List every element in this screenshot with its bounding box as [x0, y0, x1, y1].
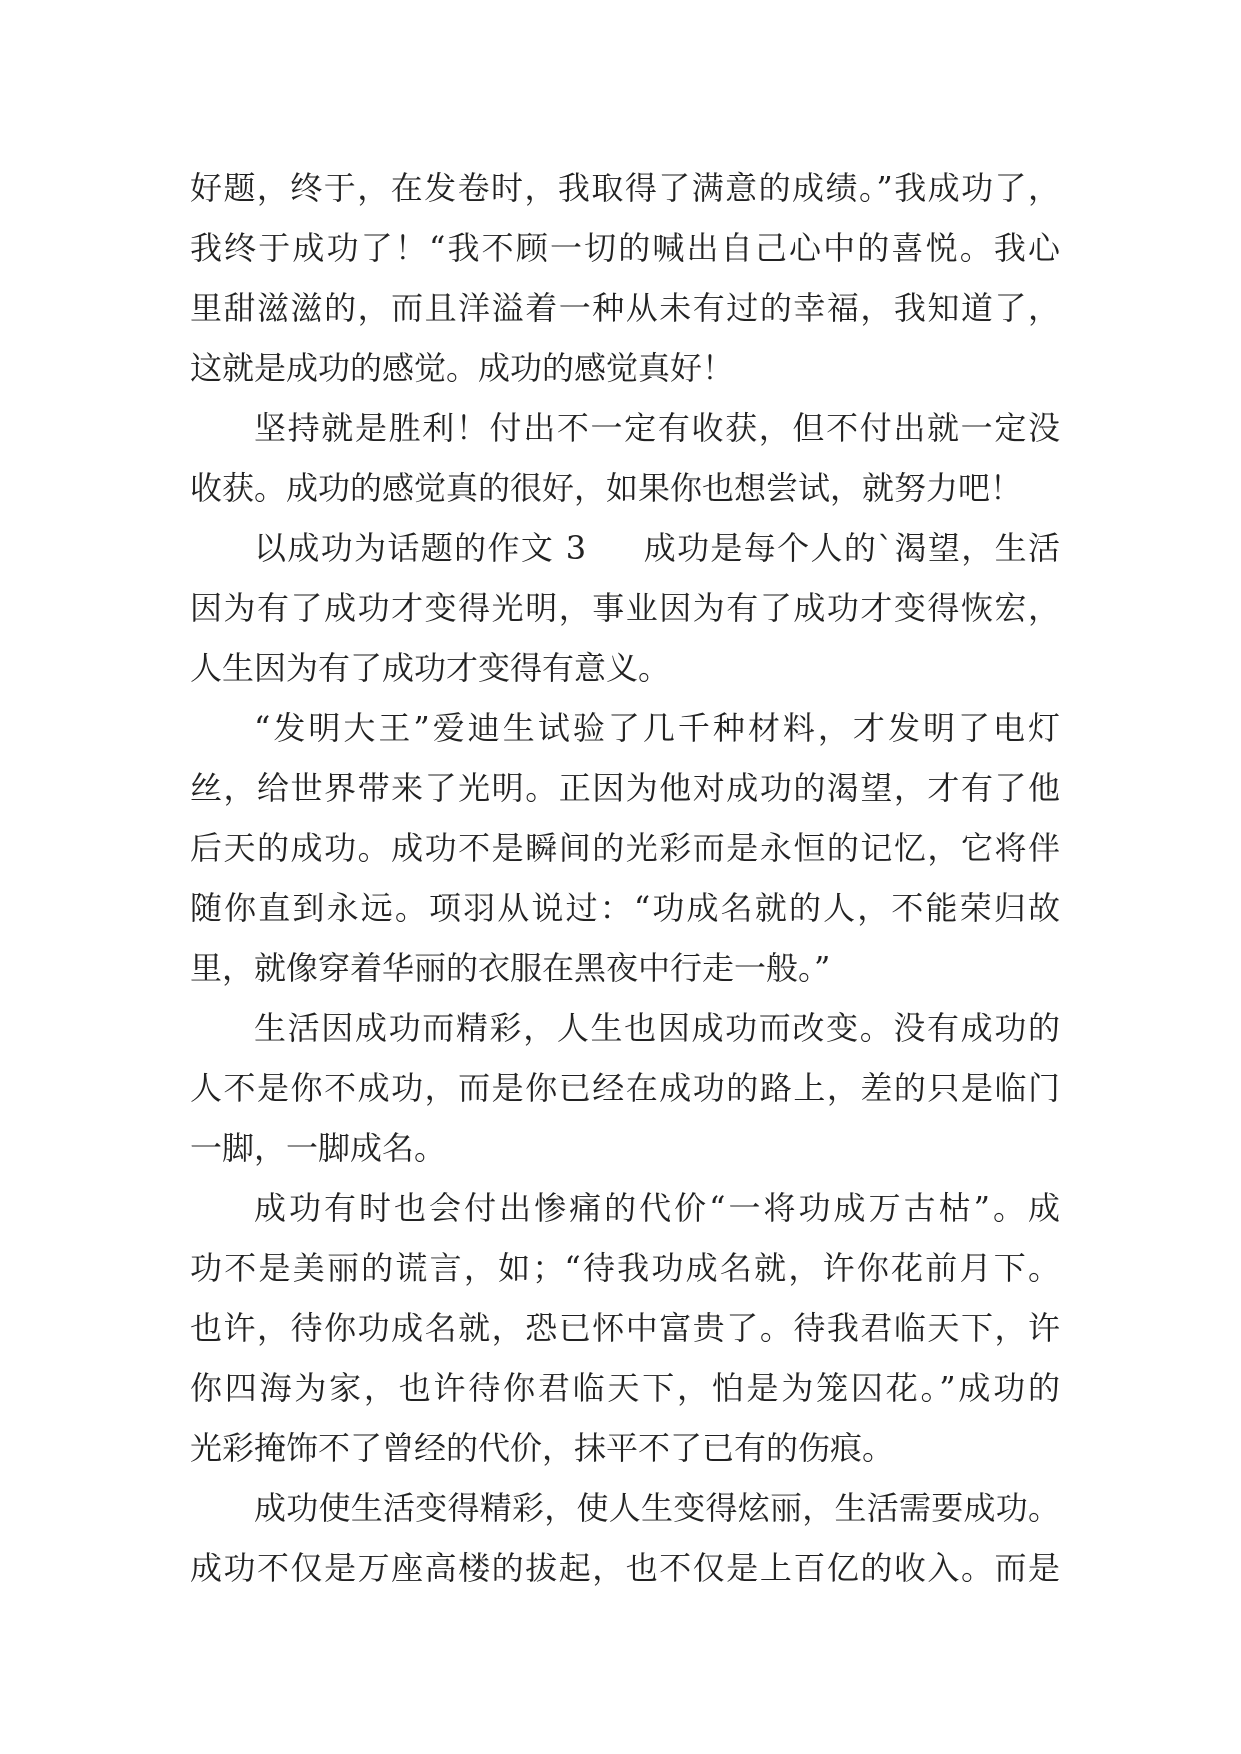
- text-line: 收获。成功的感觉真的很好，如果你也想尝试，就努力吧！: [190, 469, 1023, 507]
- text-line: 光彩掩饰不了曾经的代价，抹平不了已有的伤痕。: [190, 1429, 895, 1467]
- text-line: 生活因成功而精彩，人生也因成功而改变。没有成功的: [254, 1009, 1060, 1047]
- text-line: 以成功为话题的作文 3 成功是每个人的`渴望，生活: [254, 529, 1060, 567]
- text-line: 成功使生活变得精彩，使人生变得炫丽，生活需要成功。: [254, 1489, 1060, 1527]
- paragraph: [190, 1478, 1060, 1598]
- text-line: 一脚，一脚成名。: [190, 1129, 447, 1167]
- text-line: 坚持就是胜利！付出不一定有收获，但不付出就一定没: [254, 409, 1060, 447]
- paragraph: [190, 698, 1060, 998]
- text-line: 里甜滋滋的，而且洋溢着一种从未有过的幸福，我知道了，: [190, 289, 1060, 327]
- text-line: 随你直到永远。项羽从说过：“功成名就的人，不能荣归故: [190, 889, 1060, 927]
- document-body: [190, 158, 1060, 1598]
- paragraph: [190, 998, 1060, 1178]
- paragraph: [190, 1178, 1060, 1478]
- text-line: 功不是美丽的谎言，如；“待我功成名就，许你花前月下。: [190, 1249, 1060, 1287]
- text-line: 也许，待你功成名就，恐已怀中富贵了。待我君临天下，许: [190, 1309, 1060, 1347]
- text-line: 因为有了成功才变得光明，事业因为有了成功才变得恢宏，: [190, 589, 1060, 627]
- paragraph: [190, 518, 1060, 698]
- text-line: 丝，给世界带来了光明。正因为他对成功的渴望，才有了他: [190, 769, 1060, 807]
- paragraph: [190, 398, 1060, 518]
- text-line: 里，就像穿着华丽的衣服在黑夜中行走一般。”: [190, 949, 831, 987]
- text-line: 人生因为有了成功才变得有意义。: [190, 649, 671, 687]
- text-line: 我终于成功了！“我不顾一切的喊出自己心中的喜悦。我心: [190, 229, 1060, 267]
- text-line: “发明大王”爱迪生试验了几千种材料，才发明了电灯: [254, 709, 1060, 747]
- text-line: 成功有时也会付出惨痛的代价“一将功成万古枯”。成: [254, 1189, 1060, 1227]
- text-line: 成功不仅是万座高楼的拔起，也不仅是上百亿的收入。而是: [190, 1549, 1060, 1587]
- text-line: 人不是你不成功，而是你已经在成功的路上，差的只是临门: [190, 1069, 1060, 1107]
- text-line: 后天的成功。成功不是瞬间的光彩而是永恒的记忆，它将伴: [190, 829, 1060, 867]
- text-line: 你四海为家，也许待你君临天下，怕是为笼囚花。”成功的: [190, 1369, 1060, 1407]
- text-line: 这就是成功的感觉。成功的感觉真好！: [190, 349, 735, 387]
- paragraph: [190, 158, 1060, 398]
- text-line: 好题，终于，在发卷时，我取得了满意的成绩。”我成功了，: [190, 169, 1060, 207]
